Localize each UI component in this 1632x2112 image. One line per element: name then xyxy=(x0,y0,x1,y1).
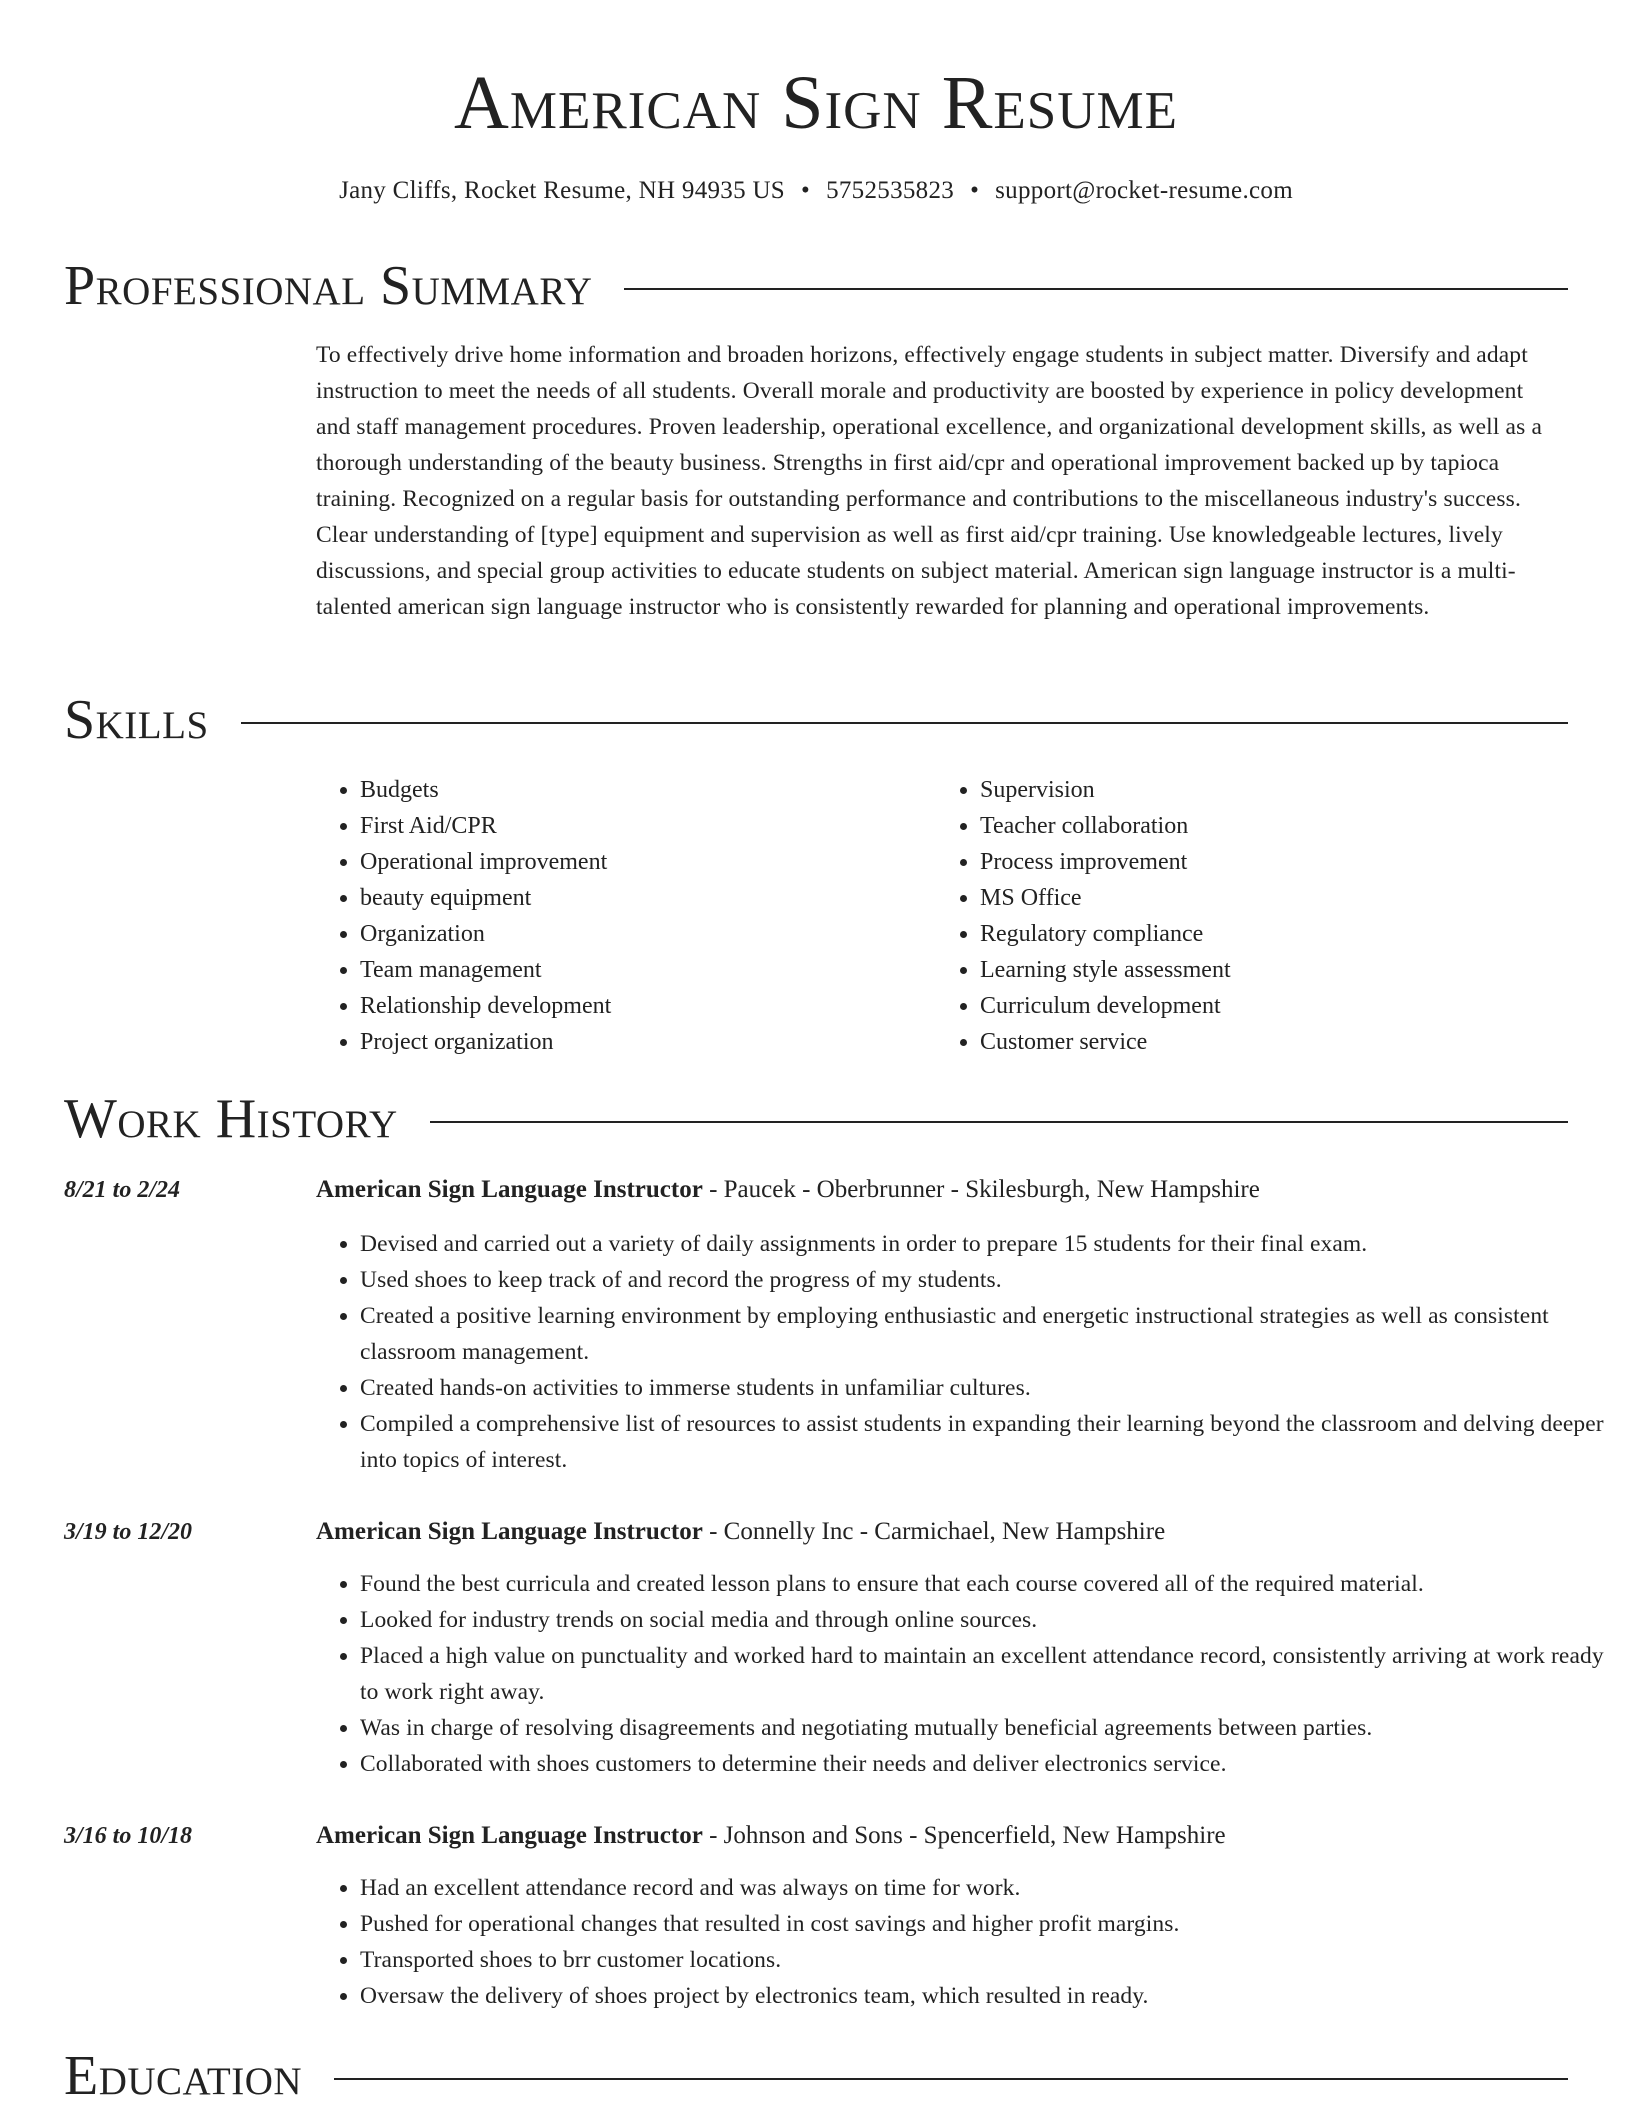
job-heading xyxy=(316,1172,1260,1208)
skill-item: • Curriculum development xyxy=(980,988,1556,1024)
summary-text: To effectively drive home information and broaden horizons, effectively engage students in subject matter. Diversify and adapt instruction to meet the needs of all students. Overall morale and productivity are boosted by experience in policy development and staff management procedures. Proven leadership, operational excellence, and organizational development skills, as well as a thorough understanding of the beauty business. Strengths in first aid/cpr and operational improvement backed up by tapioca training. Recognized on a regular basis for outstanding performance and contributions to the miscellaneous industry's success. Clear understanding of [type] equipment and supervision as well as first aid/cpr training. Use knowledgeable lectures, lively discussions, and special group activities to educate students on subject material. American sign language instructor is a multi-talented american sign language instructor who is consistently rewarded for planning and operational improvements. xyxy=(316,342,1543,620)
skill-item: • Regulatory compliance xyxy=(980,916,1556,952)
job-dates: 3/16 to 10/18 xyxy=(64,1823,193,1849)
skill-item: • Organization xyxy=(360,916,936,952)
skill-item: • beauty equipment xyxy=(360,880,936,916)
job-heading xyxy=(316,1514,1165,1550)
job-dates: 3/19 to 12/20 xyxy=(64,1519,193,1545)
section-title-education: Education xyxy=(64,2045,303,2107)
job-bullet: • Transported shoes to brr customer locations. xyxy=(360,1942,1620,1978)
job-employer: - Johnson and Sons - Spencerfield, New Hampshire xyxy=(702,1822,1226,1849)
job-bullet: • Used shoes to keep track of and record the progress of my students. xyxy=(360,1262,1620,1298)
skills-list xyxy=(316,772,1556,1060)
section-divider xyxy=(241,722,1568,724)
skill-item: • Customer service xyxy=(980,1024,1556,1060)
resume-title: American Sign Resume xyxy=(453,61,1179,145)
job-title: American Sign Language Instructor xyxy=(316,1518,703,1545)
section-divider xyxy=(430,1121,1568,1123)
job-bullet: • Compiled a comprehensive list of resources to assist students in expanding their learning beyond the classroom and delving deeper into topics of interest. xyxy=(360,1406,1620,1478)
skill-item: • Teacher collaboration xyxy=(980,808,1556,844)
job-bullet: • Looked for industry trends on social media and through online sources. xyxy=(360,1602,1620,1638)
skill-item: • Project organization xyxy=(360,1024,936,1060)
section-divider xyxy=(334,2078,1568,2080)
job-bullets xyxy=(316,1226,1620,1478)
skill-item: • Operational improvement xyxy=(360,844,936,880)
section-title-work-history: Work History xyxy=(64,1088,398,1150)
job-title: American Sign Language Instructor xyxy=(316,1176,703,1203)
job-bullet: • Collaborated with shoes customers to determine their needs and deliver electronics service. xyxy=(360,1746,1620,1782)
skill-item: • First Aid/CPR xyxy=(360,808,936,844)
contact-address: Jany Cliffs, Rocket Resume, NH 94935 US xyxy=(339,177,786,204)
contact-email: support@rocket-resume.com xyxy=(995,177,1293,204)
job-bullets xyxy=(316,1870,1620,2014)
job-bullet: • Had an excellent attendance record and was always on time for work. xyxy=(360,1870,1620,1906)
skills-column-left xyxy=(316,772,936,1060)
job-bullet: • Created hands-on activities to immerse students in unfamiliar cultures. xyxy=(360,1370,1620,1406)
job-bullet: • Found the best curricula and created lesson plans to ensure that each course covered all of the required material. xyxy=(360,1566,1620,1602)
skills-column-right xyxy=(936,772,1556,1060)
section-title-skills: Skills xyxy=(64,689,209,751)
job-bullet: • Created a positive learning environment by employing enthusiastic and energetic instructional strategies as well as consistent classroom management. xyxy=(360,1298,1620,1370)
job-employer: - Paucek - Oberbrunner - Skilesburgh, New Hampshire xyxy=(702,1176,1260,1203)
work-section-header xyxy=(64,1087,1568,1151)
skill-item: • Relationship development xyxy=(360,988,936,1024)
job-bullet: • Oversaw the delivery of shoes project by electronics team, which resulted in ready. xyxy=(360,1978,1620,2014)
education-section-header xyxy=(64,2044,1568,2108)
skill-item: • Learning style assessment xyxy=(980,952,1556,988)
section-title-summary: Professional Summary xyxy=(64,255,593,317)
job-bullet: • Placed a high value on punctuality and worked hard to maintain an excellent attendance record, consistently arriving at work ready to work right away. xyxy=(360,1638,1620,1710)
contact-line xyxy=(0,174,1632,208)
skill-item: • Team management xyxy=(360,952,936,988)
job-heading xyxy=(316,1818,1226,1854)
job-bullet: • Pushed for operational changes that resulted in cost savings and higher profit margins. xyxy=(360,1906,1620,1942)
job-employer: - Connelly Inc - Carmichael, New Hampshire xyxy=(702,1518,1166,1545)
contact-separator: • xyxy=(970,177,980,204)
skill-item: • Process improvement xyxy=(980,844,1556,880)
job-bullets xyxy=(316,1566,1620,1782)
skill-item: • MS Office xyxy=(980,880,1556,916)
skill-item: • Supervision xyxy=(980,772,1556,808)
section-divider xyxy=(624,288,1568,290)
job-bullet: • Was in charge of resolving disagreements and negotiating mutually beneficial agreements between parties. xyxy=(360,1710,1620,1746)
contact-separator: • xyxy=(801,177,811,204)
summary-section-header xyxy=(64,254,1568,318)
job-bullet: • Devised and carried out a variety of daily assignments in order to prepare 15 students for their final exam. xyxy=(360,1226,1620,1262)
contact-phone: 5752535823 xyxy=(826,177,955,204)
skills-section-header xyxy=(64,688,1568,752)
job-title: American Sign Language Instructor xyxy=(316,1822,703,1849)
skill-item: • Budgets xyxy=(360,772,936,808)
job-dates: 8/21 to 2/24 xyxy=(64,1177,181,1203)
